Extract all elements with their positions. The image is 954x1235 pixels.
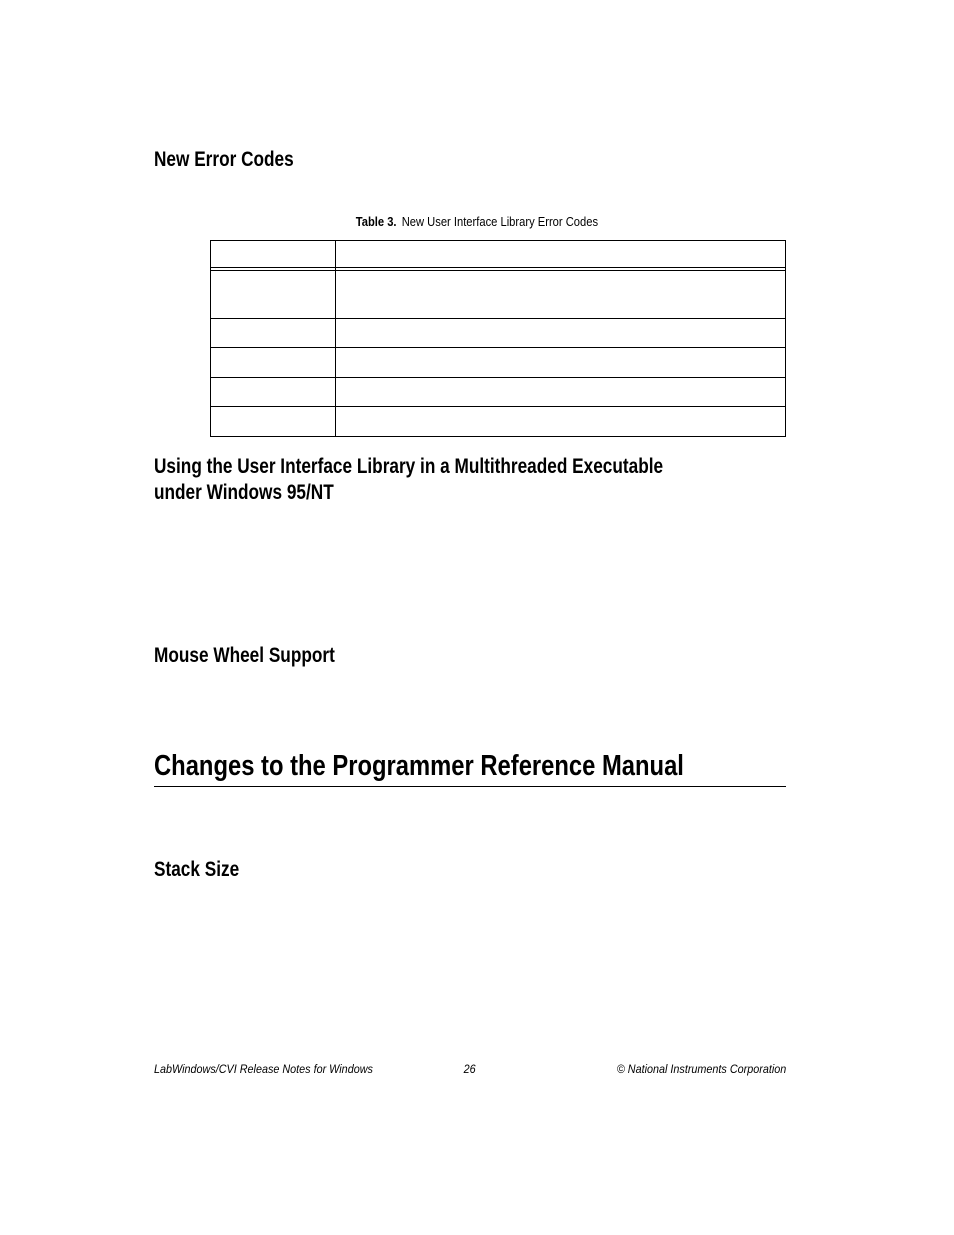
error-codes-table xyxy=(210,240,786,437)
section-heading-new-error-codes: New Error Codes xyxy=(154,148,294,171)
table-header-rule-top xyxy=(211,267,785,268)
section-heading-multithreaded xyxy=(154,454,663,506)
footer-document-title-text: LabWindows/CVI Release Notes for Windows xyxy=(154,1062,373,1076)
footer-page-number-text: 26 xyxy=(463,1062,477,1076)
table-caption xyxy=(0,214,954,230)
table-header-rule-bottom xyxy=(211,270,785,271)
table-row-divider xyxy=(211,406,785,407)
heading-rule xyxy=(154,786,786,787)
chapter-heading-changes-manual: Changes to the Programmer Reference Manual xyxy=(154,750,684,782)
table-row-divider xyxy=(211,318,785,319)
section-heading-stack-size: Stack Size xyxy=(154,858,240,881)
footer-copyright-text: © National Instruments Corporation xyxy=(616,1062,786,1076)
footer-copyright xyxy=(598,1062,786,1077)
table-caption-label: Table 3. xyxy=(355,214,397,229)
section-heading-multithreaded-line1: Using the User Interface Library in a Multithreaded Executable xyxy=(154,455,664,478)
section-heading-multithreaded-line2: under Windows 95/NT xyxy=(154,481,334,504)
table-row-divider xyxy=(211,347,785,348)
footer-document-title xyxy=(154,1062,397,1077)
table-caption-text: New User Interface Library Error Codes xyxy=(401,214,599,229)
section-heading-mouse-wheel: Mouse Wheel Support xyxy=(154,644,335,667)
footer-page-number xyxy=(440,1062,500,1077)
table-row-divider xyxy=(211,377,785,378)
